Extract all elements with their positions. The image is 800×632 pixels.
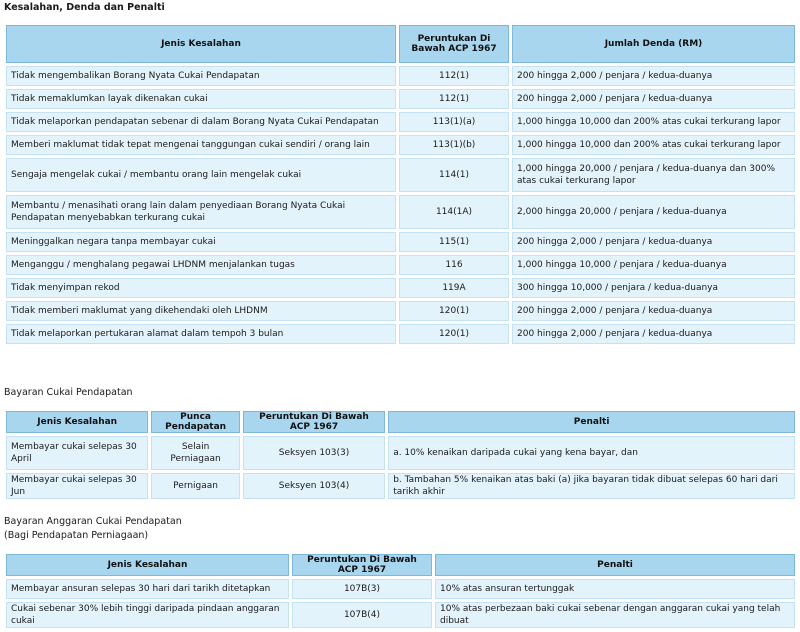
col-header-offence: Jenis Kesalahan	[6, 25, 396, 63]
table-row	[6, 324, 795, 344]
provision-cell: 107B(3)	[292, 579, 432, 599]
col-header-offence: Jenis Kesalahan	[6, 554, 289, 576]
fine-cell: 1,000 hingga 10,000 dan 200% atas cukai terkurang lapor	[512, 135, 795, 155]
fine-cell: 200 hingga 2,000 / penjara / kedua-duanya	[512, 232, 795, 252]
offence-cell: Membayar ansuran selepas 30 hari dari tarikh ditetapkan	[6, 579, 289, 599]
table-row	[6, 112, 795, 132]
col-header-offence: Jenis Kesalahan	[6, 411, 148, 433]
table-row	[6, 135, 795, 155]
table-row	[6, 602, 795, 628]
offence-cell: Membayar cukai selepas 30 April	[6, 436, 148, 470]
fine-cell: 2,000 hingga 20,000 / penjara / kedua-duanya	[512, 195, 795, 229]
table-row	[6, 66, 795, 86]
section-subtitle-business-income: (Bagi Pendapatan Perniagaan)	[4, 530, 149, 541]
offence-cell: Membantu / menasihati orang lain dalam penyediaan Borang Nyata Cukai Pendapatan menyebabkan terkurang cukai	[6, 195, 396, 229]
col-header-fine: Jumlah Denda (RM)	[512, 25, 795, 63]
fine-cell: 1,000 hingga 20,000 / penjara / kedua-duanya dan 300% atas cukai terkurang lapor	[512, 158, 795, 192]
fine-cell: 200 hingga 2,000 / penjara / kedua-duanya	[512, 301, 795, 321]
table-row	[6, 473, 795, 499]
offence-cell: Cukai sebenar 30% lebih tinggi daripada pindaan anggaran cukai	[6, 602, 289, 628]
col-header-income-source: Punca Pendapatan	[151, 411, 239, 433]
provision-cell: 112(1)	[399, 89, 509, 109]
offence-cell: Sengaja mengelak cukai / membantu orang lain mengelak cukai	[6, 158, 396, 192]
offence-cell: Tidak mengembalikan Borang Nyata Cukai Pendapatan	[6, 66, 396, 86]
tax-payment-table	[3, 408, 798, 502]
offence-cell: Tidak melaporkan pertukaran alamat dalam tempoh 3 bulan	[6, 324, 396, 344]
provision-cell: 116	[399, 255, 509, 275]
offence-cell: Memberi maklumat tidak tepat mengenai tanggungan cukai sendiri / orang lain	[6, 135, 396, 155]
penalty-a-cell: a. 10% kenaikan daripada cukai yang kena bayar, dan	[388, 436, 795, 470]
fine-cell: 1,000 hingga 10,000 / penjara / kedua-duanya	[512, 255, 795, 275]
fine-cell: 200 hingga 2,000 / penjara / kedua-duanya	[512, 89, 795, 109]
section-title-penalties: Kesalahan, Denda dan Penalti	[4, 2, 165, 13]
income-source-cell: Selain Perniagaan	[151, 436, 239, 470]
penalty-b-cell: b. Tambahan 5% kenaikan atas baki (a) jika bayaran tidak dibuat selepas 60 hari dari tarikh akhir	[388, 473, 795, 499]
offence-cell: Menganggu / menghalang pegawai LHDNM menjalankan tugas	[6, 255, 396, 275]
estimate-payment-table	[3, 551, 798, 631]
offence-cell: Membayar cukai selepas 30 Jun	[6, 473, 148, 499]
offence-cell: Tidak melaporkan pendapatan sebenar di dalam Borang Nyata Cukai Pendapatan	[6, 112, 396, 132]
fine-cell: 300 hingga 10,000 / penjara / kedua-duanya	[512, 278, 795, 298]
table-row	[6, 278, 795, 298]
penalty-cell: 10% atas ansuran tertunggak	[435, 579, 795, 599]
penalties-table	[3, 22, 798, 347]
col-header-provision: Peruntukan Di Bawah ACP 1967	[243, 411, 385, 433]
provision-cell: 115(1)	[399, 232, 509, 252]
col-header-penalty: Penalti	[435, 554, 795, 576]
offence-cell: Tidak memaklumkan layak dikenakan cukai	[6, 89, 396, 109]
income-source-cell: Pernigaan	[151, 473, 239, 499]
table-row	[6, 89, 795, 109]
provision-cell: 120(1)	[399, 324, 509, 344]
provision-cell: Seksyen 103(3)	[243, 436, 385, 470]
col-header-penalty: Penalti	[388, 411, 795, 433]
fine-cell: 1,000 hingga 10,000 dan 200% atas cukai terkurang lapor	[512, 112, 795, 132]
table-row	[6, 195, 795, 229]
provision-cell: 112(1)	[399, 66, 509, 86]
table-row	[6, 301, 795, 321]
provision-cell: 120(1)	[399, 301, 509, 321]
offence-cell: Tidak menyimpan rekod	[6, 278, 396, 298]
col-header-provision: Peruntukan Di Bawah ACP 1967	[399, 25, 509, 63]
table-row	[6, 158, 795, 192]
provision-cell: 114(1)	[399, 158, 509, 192]
provision-cell: 113(1)(a)	[399, 112, 509, 132]
provision-cell: 119A	[399, 278, 509, 298]
fine-cell: 200 hingga 2,000 / penjara / kedua-duanya	[512, 324, 795, 344]
provision-cell: Seksyen 103(4)	[243, 473, 385, 499]
provision-cell: 113(1)(b)	[399, 135, 509, 155]
section-title-tax-payment: Bayaran Cukai Pendapatan	[4, 387, 133, 398]
col-header-provision: Peruntukan Di Bawah ACP 1967	[292, 554, 432, 576]
table-row	[6, 436, 795, 470]
table-row	[6, 232, 795, 252]
offence-cell: Tidak memberi maklumat yang dikehendaki oleh LHDNM	[6, 301, 396, 321]
provision-cell: 107B(4)	[292, 602, 432, 628]
table-row	[6, 579, 795, 599]
offence-cell: Meninggalkan negara tanpa membayar cukai	[6, 232, 396, 252]
provision-cell: 114(1A)	[399, 195, 509, 229]
section-title-estimate-payment: Bayaran Anggaran Cukai Pendapatan	[4, 516, 182, 527]
fine-cell: 200 hingga 2,000 / penjara / kedua-duanya	[512, 66, 795, 86]
penalty-cell: 10% atas perbezaan baki cukai sebenar dengan anggaran cukai yang telah dibuat	[435, 602, 795, 628]
table-row	[6, 255, 795, 275]
